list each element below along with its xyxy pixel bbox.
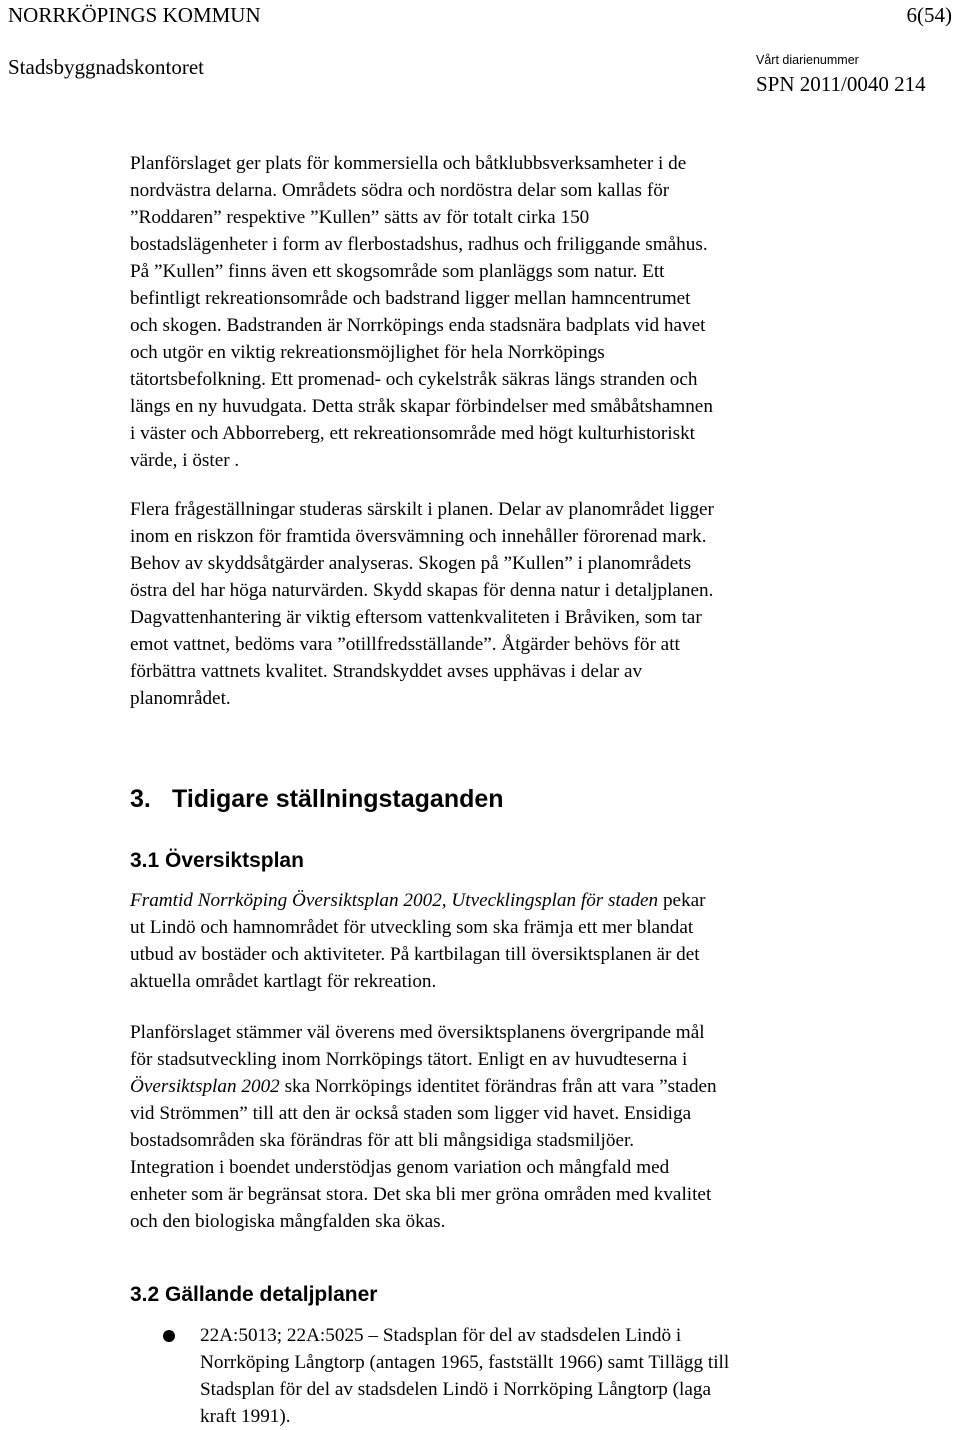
italic-reference: Översiktsplan 2002 (130, 1076, 280, 1097)
intro-paragraph (130, 150, 920, 474)
text-line: längs en ny huvudgata. Detta stråk skapar förbindelser med småbåtshamnen (130, 396, 713, 417)
text-line: och utgör en viktig rekreationsmöjlighet för hela Norrköpings (130, 342, 605, 363)
reference-number: SPN 2011/0040 214 (756, 72, 926, 96)
list-item (200, 1322, 920, 1430)
text-line: 22A:5013; 22A:5025 – Stadsplan för del av stadsdelen Lindö i (200, 1325, 682, 1346)
section-title: Tidigare ställningstaganden (172, 785, 504, 813)
text-line: för stadsutveckling inom Norrköpings tätort. Enligt en av huvudteserna i (130, 1049, 688, 1070)
text-line: utbud av bostäder och aktiviteter. På kartbilagan till översiktsplanen är det (130, 944, 700, 965)
issues-paragraph (130, 496, 920, 712)
text-line: emot vattnet, bedöms vara ”otillfredsställande”. Åtgärder behövs för att (130, 634, 680, 655)
text-line: Integration i boendet understödjas genom variation och mångfald med (130, 1157, 670, 1178)
bullet-icon (163, 1330, 175, 1342)
text-line: ut Lindö och hamnområdet för utveckling som ska främja ett mer blandat (130, 917, 694, 938)
text-line: i väster och Abborreberg, ett rekreationsområde med högt kulturhistoriskt (130, 423, 695, 444)
text-line: och skogen. Badstranden är Norrköpings enda stadsnära badplats vid havet (130, 315, 706, 336)
text-line: ”Roddaren” respektive ”Kullen” sätts av för totalt cirka 150 (130, 207, 590, 228)
text-line: Flera frågeställningar studeras särskilt i planen. Delar av planområdet ligger (130, 499, 714, 520)
text-line: bostadsområden ska förändras för att bli mångsidiga stadsmiljöer. (130, 1130, 635, 1151)
org-name: NORRKÖPINGS KOMMUN (8, 3, 261, 27)
text-fragment: pekar (658, 890, 706, 911)
overview-plan-paragraph (130, 887, 920, 995)
section-number: 3. (130, 785, 151, 813)
text-line: Planförslaget stämmer väl överens med översiktsplanens övergripande mål (130, 1022, 705, 1043)
text-line (130, 887, 920, 914)
text-line: Behov av skyddsåtgärder analyseras. Skogen på ”Kullen” i planområdets (130, 553, 692, 574)
text-line: och den biologiska mångfalden ska ökas. (130, 1211, 446, 1232)
reference-label: Vårt diarienummer (756, 53, 859, 67)
text-line: aktuella området kartlagt för rekreation. (130, 971, 437, 992)
page-number: 6(54) (906, 3, 952, 27)
subsection-heading-detail-plans: 3.2 Gällande detaljplaner (130, 1283, 378, 1306)
text-line: planområdet. (130, 688, 231, 709)
text-line: bostadslägenheter i form av flerbostadshus, radhus och friliggande småhus. (130, 234, 708, 255)
section-heading (130, 784, 504, 814)
text-line: enheter som är begränsat stora. Det ska bli mer gröna områden med kvalitet (130, 1184, 712, 1205)
text-line: Norrköping Långtorp (antagen 1965, fastställt 1966) samt Tillägg till (200, 1352, 730, 1373)
text-line: östra del har höga naturvärden. Skydd skapas för denna natur i detaljplanen. (130, 580, 714, 601)
text-line: inom en riskzon för framtida översvämning och innehåller förorenad mark. (130, 526, 707, 547)
text-fragment: ska Norrköpings identitet förändras från att vara ”staden (279, 1076, 717, 1097)
text-line: Dagvattenhantering är viktig eftersom vattenkvaliteten i Bråviken, som tar (130, 607, 702, 628)
italic-reference: Framtid Norrköping Översiktsplan 2002, Utvecklingsplan för staden (130, 890, 659, 911)
department-name: Stadsbyggnadskontoret (8, 55, 204, 79)
text-line: förbättra vattnets kvalitet. Strandskyddet avses upphävas i delar av (130, 661, 643, 682)
subsection-heading-overview-plan: 3.1 Översiktsplan (130, 849, 304, 872)
text-line: Planförslaget ger plats för kommersiella och båtklubbsverksamheter i de (130, 153, 687, 174)
text-line: vid Strömmen” till att den är också staden som ligger vid havet. Ensidiga (130, 1103, 692, 1124)
text-line: På ”Kullen” finns även ett skogsområde som planläggs som natur. Ett (130, 261, 665, 282)
text-line (130, 1073, 920, 1100)
text-line: nordvästra delarna. Områdets södra och nordöstra delar som kallas för (130, 180, 670, 201)
text-line: värde, i öster . (130, 450, 240, 471)
text-line: kraft 1991). (200, 1406, 291, 1427)
plan-consistency-paragraph (130, 1019, 920, 1235)
text-line: tätortsbefolkning. Ett promenad- och cykelstråk säkras längs stranden och (130, 369, 698, 390)
text-line: Stadsplan för del av stadsdelen Lindö i Norrköping Långtorp (laga (200, 1379, 712, 1400)
text-line: befintligt rekreationsområde och badstrand ligger mellan hamncentrumet (130, 288, 691, 309)
